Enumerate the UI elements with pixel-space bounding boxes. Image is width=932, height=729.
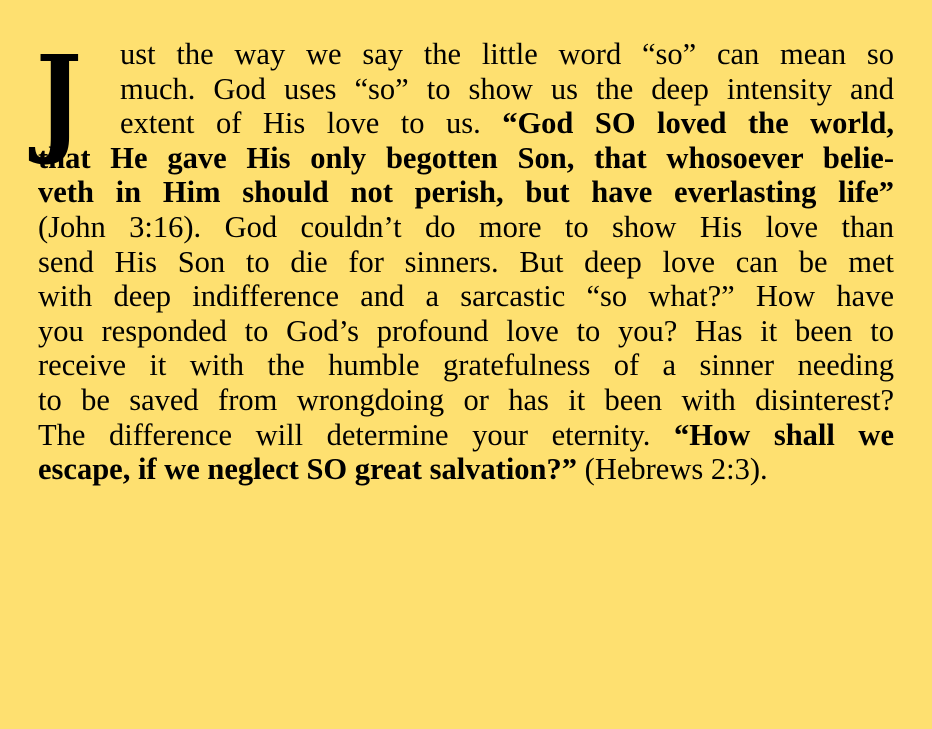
text-run: (Hebrews 2:3).	[577, 452, 768, 487]
bold-text-run: “How shall we	[674, 417, 894, 452]
bold-text-run: that He gave His only begotten Son, that whosoever belie-	[38, 140, 894, 175]
text-line	[38, 210, 894, 245]
text-run: to be saved from wrongdoing or has it been with disinterest?	[38, 383, 894, 417]
text-line	[38, 141, 894, 176]
bold-text-run: veth in Him should not perish, but have everlasting life”	[38, 175, 894, 210]
text-line	[38, 418, 894, 453]
text-line	[120, 37, 894, 72]
text-line	[38, 279, 894, 314]
text-line	[38, 314, 894, 349]
text-line	[38, 452, 768, 487]
text-line	[38, 175, 894, 210]
text-run: receive it with the humble gratefulness of a sinner needing	[38, 348, 894, 383]
text-run: extent of His love to us.	[120, 106, 503, 141]
text-line	[38, 348, 894, 383]
text-run: you responded to God’s profound love to you? Has it been to	[38, 313, 894, 348]
text-line	[38, 245, 894, 280]
text-line	[38, 383, 894, 418]
text-run: (John 3:16). God couldn’t do more to show His love than	[38, 210, 894, 244]
text-line	[120, 106, 894, 141]
text-run: ust the way we say the little word “so” can mean so	[120, 37, 894, 71]
bold-text-run: “God SO loved the world,	[502, 106, 894, 141]
text-run: with deep indifference and a sarcastic “so what?” How have	[38, 279, 894, 314]
text-run: send His Son to die for sinners. But deep love can be met	[38, 244, 894, 279]
text-run: much. God uses “so” to show us the deep intensity and	[120, 71, 894, 106]
drop-cap: J	[36, 29, 81, 168]
text-run: The difference will determine your eternity.	[38, 417, 674, 452]
bold-text-run: escape, if we neglect SO great salvation?”	[38, 452, 578, 487]
text-line	[120, 72, 894, 107]
